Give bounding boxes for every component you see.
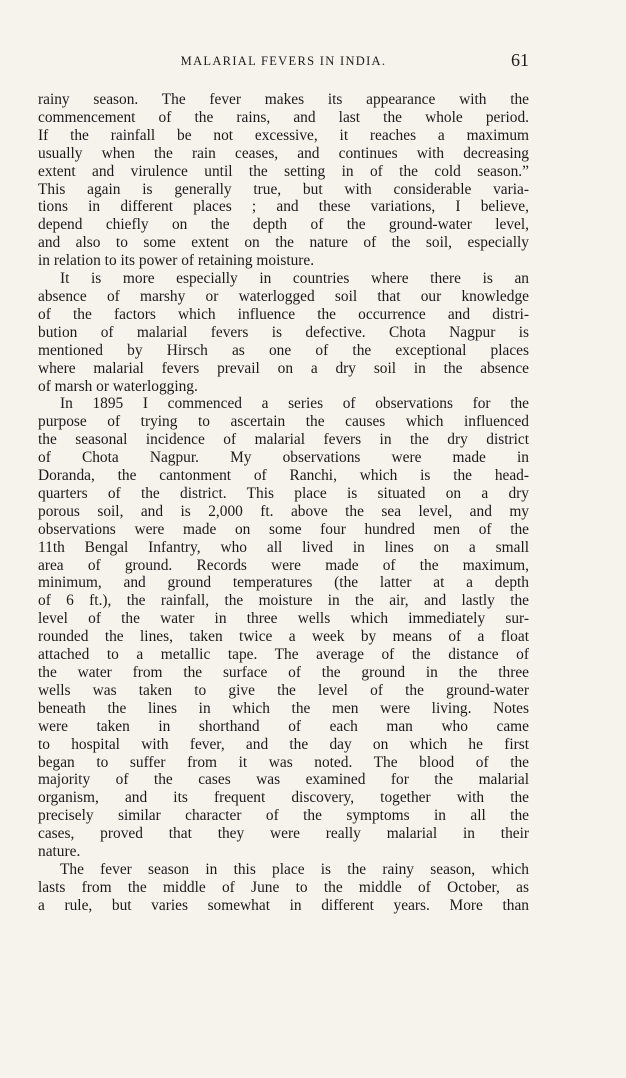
text-line: observations were made on some four hundred men of the: [38, 520, 529, 538]
paragraph-first-line: In 1895 I commenced a series of observations for the: [60, 395, 529, 413]
text-line: This again is generally true, but with considerable varia-: [38, 180, 529, 198]
text-line: cases, proved that they were really malarial in their: [38, 825, 529, 843]
paragraph-first-line: It is more especially in countries where there is an: [60, 270, 529, 288]
text-line: of 6 ft.), the rainfall, the moisture in the air, and lastly the: [38, 592, 529, 610]
text-line: porous soil, and is 2,000 ft. above the sea level, and my: [38, 502, 529, 520]
text-line: 11th Bengal Infantry, who all lived in lines on a small: [38, 538, 529, 556]
text-line: of Chota Nagpur. My observations were made in: [38, 449, 529, 467]
text-line: began to suffer from it was noted. The blood of the: [38, 753, 529, 771]
text-line: purpose of trying to ascertain the causes which influenced: [38, 413, 529, 431]
text-line: level of the water in three wells which immediately sur-: [38, 610, 529, 628]
text-line: depend chiefly on the depth of the ground-water level,: [38, 216, 529, 234]
body-text: [38, 91, 529, 915]
text-line: rainy season. The fever makes its appearance with the: [38, 91, 529, 108]
text-line: absence of marshy or waterlogged soil that our knowledge: [38, 287, 529, 305]
paragraph-first-line: The fever season in this place is the rainy season, which: [60, 860, 529, 878]
text-line: majority of the cases was examined for the malarial: [38, 771, 529, 789]
text-line: where malarial fevers prevail on a dry soil in the absence: [38, 359, 529, 377]
text-line: were taken in shorthand of each man who came: [38, 717, 529, 735]
text-line: Doranda, the cantonment of Ranchi, which is the head-: [38, 467, 529, 485]
text-line: the seasonal incidence of malarial fevers in the dry district: [38, 431, 529, 449]
text-line: of the factors which influence the occurrence and distri-: [38, 305, 529, 323]
text-line: and also to some extent on the nature of the soil, especially: [38, 234, 529, 252]
text-line: beneath the lines in which the men were living. Notes: [38, 699, 529, 717]
text-line: commencement of the rains, and last the whole period.: [38, 108, 529, 126]
text-line: usually when the rain ceases, and continues with decreasing: [38, 144, 529, 162]
text-line: organism, and its frequent discovery, together with the: [38, 789, 529, 807]
text-line: extent and virulence until the setting in of the cold season.”: [38, 162, 529, 180]
text-line: in relation to its power of retaining moisture.: [38, 252, 315, 270]
text-line: bution of malarial fevers is defective. Chota Nagpur is: [38, 323, 529, 341]
text-line: the water from the surface of the ground in the three: [38, 664, 529, 681]
text-line: to hospital with fever, and the day on which he first: [38, 735, 529, 753]
text-line: wells was taken to give the level of the ground-water: [38, 681, 529, 699]
text-line: tions in different places ; and these variations, I believe,: [38, 198, 529, 216]
running-title: MALARIAL FEVERS IN INDIA.: [180, 54, 387, 68]
text-line: minimum, and ground temperatures (the latter at a depth: [38, 574, 529, 592]
text-line: If the rainfall be not excessive, it reaches a maximum: [38, 126, 529, 144]
text-line: area of ground. Records were made of the maximum,: [38, 556, 529, 574]
text-line: lasts from the middle of June to the middle of October, as: [38, 878, 529, 896]
text-line: attached to a metallic tape. The average of the distance of: [38, 646, 529, 664]
text-line: rounded the lines, taken twice a week by means of a float: [38, 628, 529, 646]
text-line: quarters of the district. This place is situated on a dry: [38, 484, 529, 502]
text-line: a rule, but varies somewhat in different years. More than: [38, 896, 529, 914]
text-line: of marsh or waterlogging.: [38, 377, 198, 395]
text-line: mentioned by Hirsch as one of the exceptional places: [38, 341, 529, 359]
page-number: 61: [511, 50, 529, 70]
page-header: [38, 50, 529, 74]
text-line: precisely similar character of the symptoms in all the: [38, 807, 529, 825]
text-line: nature.: [38, 843, 81, 861]
